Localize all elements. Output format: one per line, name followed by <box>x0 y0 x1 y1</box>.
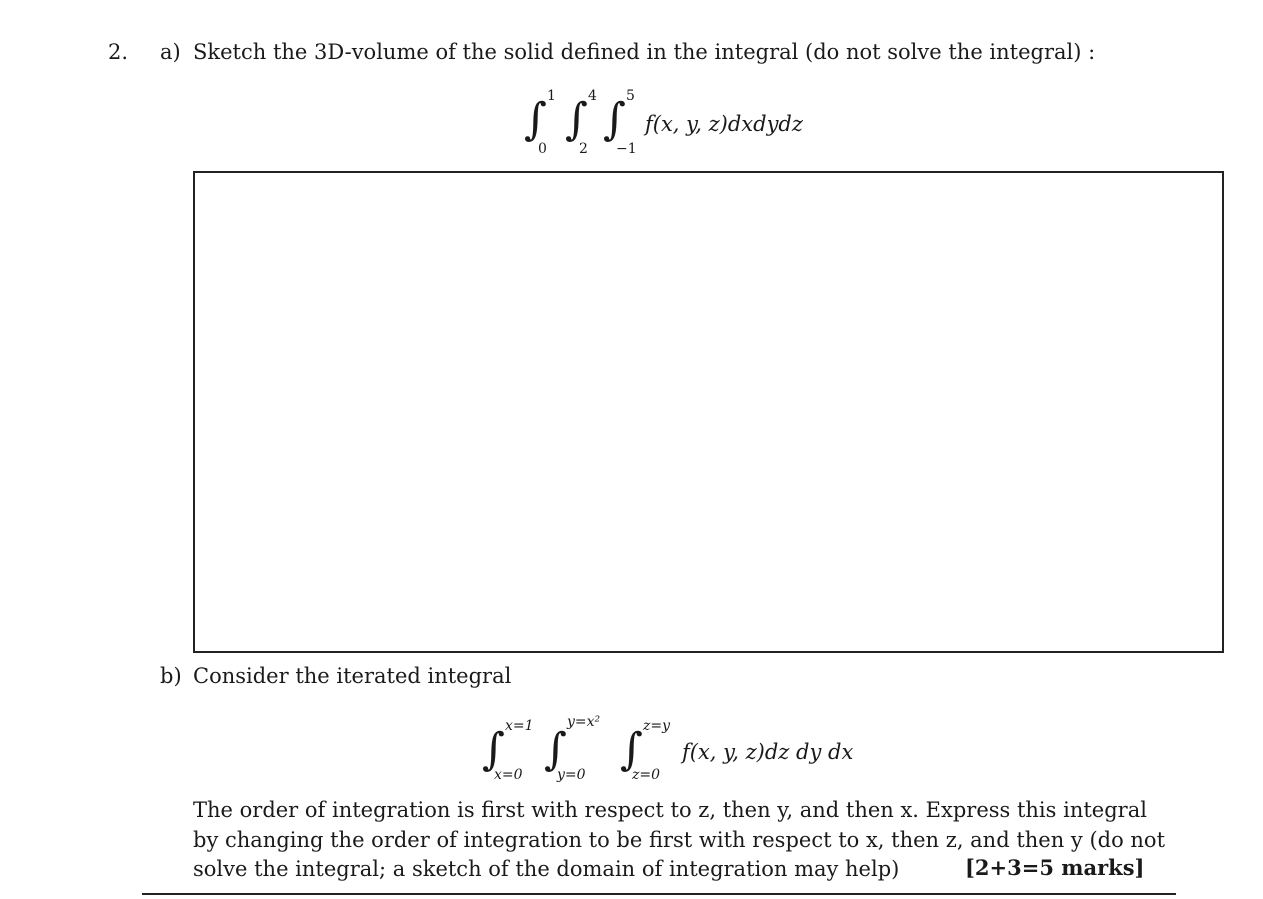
integrand: f(x, y, z)dxdydz <box>645 112 803 136</box>
x-upper-limit: 5 <box>626 88 635 104</box>
x-upper-limit: x=1 <box>505 718 534 734</box>
integral-sign: ∫ <box>620 724 643 775</box>
marks-label: [2+3=5 marks] <box>965 855 1145 880</box>
integrand: f(x, y, z)dz dy dx <box>682 740 854 764</box>
integral-sign: ∫ <box>482 724 505 775</box>
integral-sign: ∫ <box>603 94 626 145</box>
integral-sign: ∫ <box>544 724 567 775</box>
x-lower-limit: x=0 <box>494 767 523 783</box>
y-lower-limit: y=0 <box>557 767 586 783</box>
y-upper-limit: 4 <box>588 88 597 104</box>
part-b-label: b) <box>160 664 182 688</box>
integral-sign: ∫ <box>565 94 588 145</box>
y-lower-limit: 2 <box>579 141 588 157</box>
instruction-line: solve the integral; a sketch of the domain of integration may help) <box>193 857 900 881</box>
instruction-line: by changing the order of integration to be first with respect to x, then z, and then y (do not <box>193 827 1166 852</box>
x-lower-limit: −1 <box>616 141 637 157</box>
z-lower-limit: 0 <box>538 141 547 157</box>
instruction-line: The order of integration is first with respect to z, then y, and then x. Express this integral <box>193 798 1147 822</box>
bottom-border <box>142 893 1176 895</box>
sketch-answer-box[interactable] <box>193 171 1224 653</box>
z-lower-limit: z=0 <box>632 767 661 783</box>
question-number: 2. <box>108 40 129 64</box>
part-a-prompt: Sketch the 3D-volume of the solid defined in the integral (do not solve the integral) : <box>193 40 1096 64</box>
z-upper-limit: z=y <box>643 718 671 734</box>
part-b-prompt: Consider the iterated integral <box>193 664 512 688</box>
integral-sign: ∫ <box>524 94 547 145</box>
y-upper-limit: y=x² <box>567 714 601 730</box>
part-a-label: a) <box>160 40 181 64</box>
z-upper-limit: 1 <box>547 88 556 104</box>
